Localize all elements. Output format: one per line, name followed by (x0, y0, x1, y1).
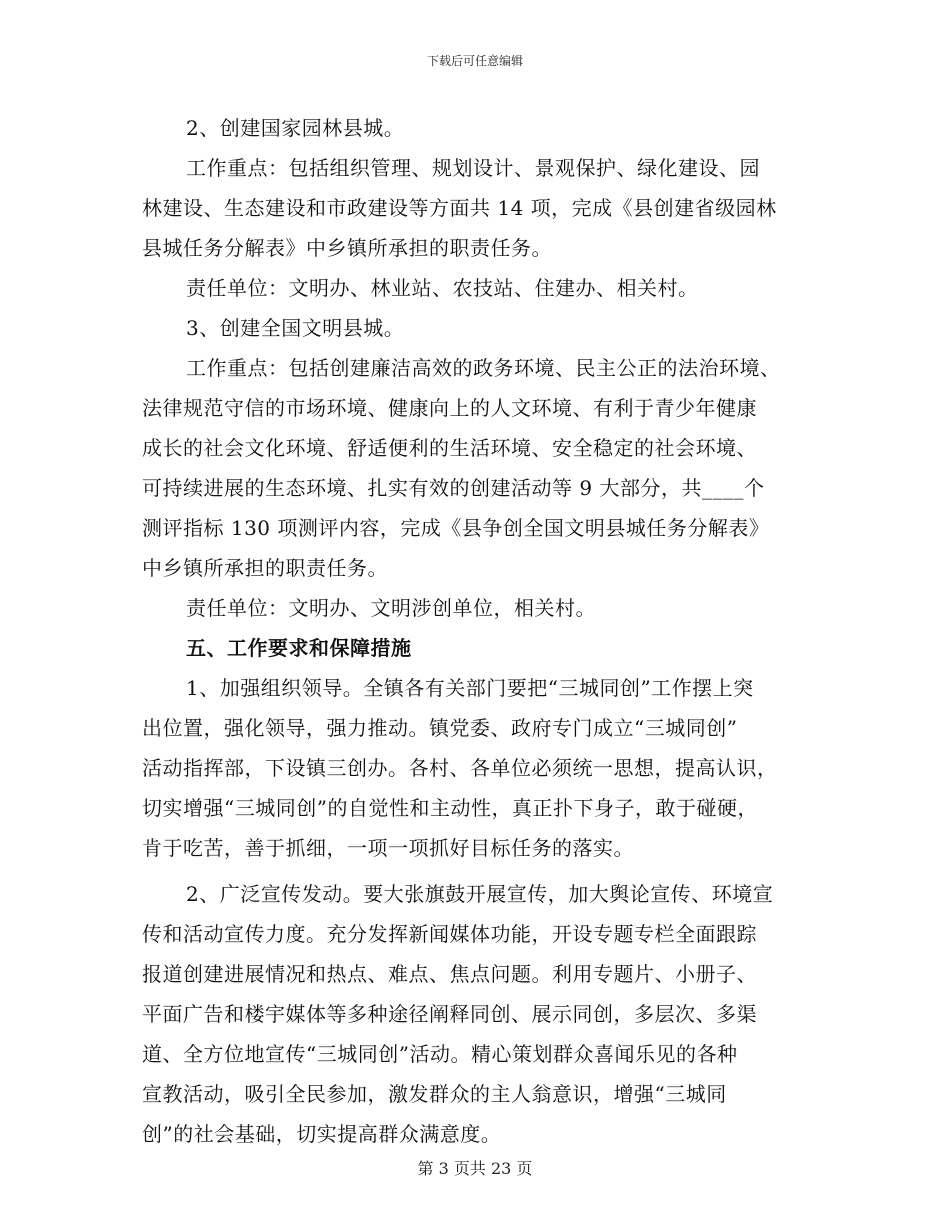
text-line: 工作重点：包括创建廉洁高效的政务环境、民主公正的法治环境、 (186, 356, 781, 380)
section-heading: 五、工作要求和保障措施 (186, 636, 412, 660)
text-line: 县城任务分解表》中乡镇所承担的职责任务。 (142, 236, 552, 260)
text-line: 肯于吃苦，善于抓细，一项一项抓好目标任务的落实。 (142, 836, 634, 860)
text-line: 活动指挥部，下设镇三创办。各村、各单位必须统一思想，提高认识， (142, 756, 778, 780)
text-line: 平面广告和楼宇媒体等多种途径阐释同创、展示同创，多层次、多渠 (142, 1002, 757, 1026)
text-line: 1、加强组织领导。全镇各有关部门要把“三城同创”工作摆上突 (186, 676, 754, 700)
text-line: 可持续进展的生态环境、扎实有效的创建活动等 9 大部分，共____个 (142, 476, 765, 500)
text-line: 出位置，强化领导，强力推动。镇党委、政府专门成立“三城同创” (142, 716, 738, 740)
document-body (142, 108, 822, 1154)
text-line: 法律规范守信的市场环境、健康向上的人文环境、有利于青少年健康 (142, 396, 757, 420)
text-line: 责任单位：文明办、林业站、农技站、住建办、相关村。 (186, 276, 699, 300)
text-line: 测评指标 130 项测评内容，完成《县争创全国文明县城任务分解表》 (142, 516, 770, 540)
text-line: 切实增强“三城同创”的自觉性和主动性，真正扑下身子，敢于碰硬， (142, 796, 758, 820)
text-line: 2、创建国家园林县城。 (186, 116, 405, 140)
text-line: 创”的社会基础，切实提高群众满意度。 (142, 1122, 502, 1146)
text-line: 中乡镇所承担的职责任务。 (142, 556, 388, 580)
text-line: 成长的社会文化环境、舒适便利的生活环境、安全稳定的社会环境、 (142, 436, 757, 460)
text-line: 3、创建全国文明县城。 (186, 316, 405, 340)
page-footer: 第 3 页共 23 页 (417, 1159, 533, 1178)
text-line: 传和活动宣传力度。充分发挥新闻媒体功能，开设专题专栏全面跟踪 (142, 922, 757, 946)
text-line: 宣教活动，吸引全民参加，激发群众的主人翁意识，增强“三城同 (142, 1082, 727, 1106)
text-line: 道、全方位地宣传“三城同创”活动。精心策划群众喜闻乐见的各种 (142, 1042, 738, 1066)
text-line: 责任单位：文明办、文明涉创单位，相关村。 (186, 596, 596, 620)
text-line: 报道创建进展情况和热点、难点、焦点问题。利用专题片、小册子、 (142, 962, 757, 986)
text-line: 2、广泛宣传发动。要大张旗鼓开展宣传，加大舆论宣传、环境宣 (186, 882, 774, 906)
text-line: 林建设、生态建设和市政建设等方面共 14 项，完成《县创建省级园林 (142, 196, 777, 220)
page-header: 下载后可任意编辑 (426, 54, 523, 68)
text-line: 工作重点：包括组织管理、规划设计、景观保护、绿化建设、园 (186, 156, 760, 180)
